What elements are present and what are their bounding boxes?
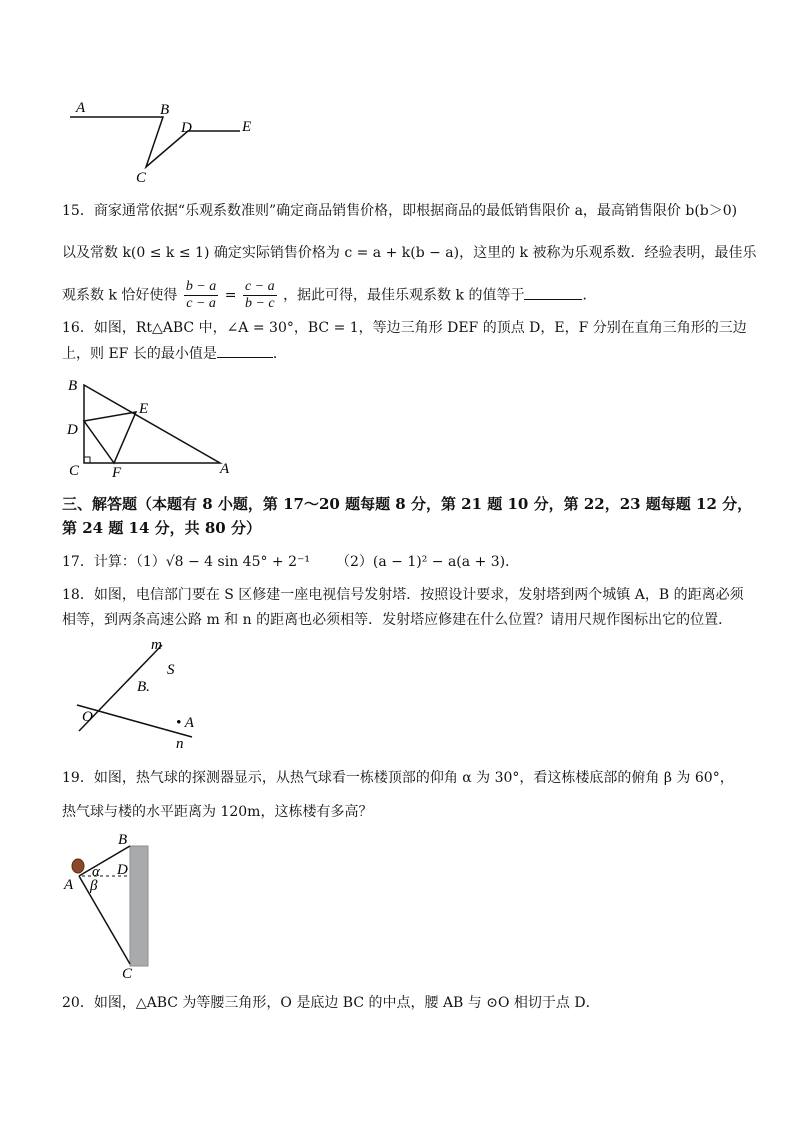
label-A: A (220, 461, 230, 477)
label-C: C (136, 170, 147, 186)
label-E: E (242, 119, 252, 135)
figure-q16 (62, 373, 242, 483)
figure-q19 (62, 828, 172, 980)
label-O: O (82, 709, 93, 725)
figure-q18 (62, 635, 212, 755)
figure-q14 (60, 95, 280, 190)
q16-line2-pre: 上，则 EF 长的最小值是 (62, 346, 217, 362)
label-D: D (67, 422, 78, 438)
q15-line3 (62, 279, 596, 312)
line-n (77, 705, 192, 737)
balloon-icon (72, 859, 84, 873)
label-B: B (68, 378, 78, 394)
q18-line1: 18．如图，电信部门要在 S 区修建一座电视信号发射塔．按照设计要求，发射塔到两个城镇 A，B 的距离必须 (62, 587, 744, 603)
q17-part2: （2）(a − 1)² − a(a + 3)． (336, 554, 520, 570)
triangle-DEF (84, 412, 136, 463)
q15-line2: 以及常数 k(0 ≤ k ≤ 1) 确定实际销售价格为 c = a + k(b − a)，这里的 k 被称为乐观系数．经验表明，最佳乐 (62, 245, 757, 261)
q15-fraction-1 (184, 279, 218, 312)
building (130, 846, 148, 966)
triangle-ABC (84, 385, 220, 463)
label-D: D (117, 862, 128, 878)
q20-line1: 20．如图，△ABC 为等腰三角形，O 是底边 BC 的中点，腰 AB 与 ⊙O 相切于点 D． (62, 995, 600, 1011)
right-angle-mark (84, 457, 90, 463)
section-3-heading-line2: 第 24 题 14 分，共 80 分） (62, 519, 261, 537)
label-B: B (118, 832, 128, 848)
label-C: C (122, 966, 133, 980)
label-A: A (76, 100, 86, 116)
label-E: E (139, 401, 149, 417)
q16-line2-end: ． (272, 346, 287, 362)
label-beta: β (90, 878, 98, 894)
q15-line3-post: ，据此可得，最佳乐观系数 k 的值等于 (283, 287, 525, 304)
label-B: B. (137, 679, 150, 695)
section-3-heading-line1: 三、解答题（本题有 8 小题，第 17～20 题每题 8 分，第 21 题 10 分，第 22，23 题每题 12 分， (62, 495, 753, 513)
frac2-numerator: c − a (244, 279, 275, 294)
label-A: • A (176, 715, 194, 731)
label-B: B (160, 102, 170, 118)
q15-line3-end: ． (582, 287, 597, 304)
frac2-denominator: b − c (244, 296, 275, 311)
frac1-numerator: b − a (185, 279, 217, 294)
label-C: C (69, 463, 80, 479)
label-A: A (64, 877, 74, 893)
q16-answer-blank (217, 343, 273, 358)
q19-line1: 19．如图，热气球的探测器显示，从热气球看一栋楼顶部的仰角 α 为 30°，看这栋楼底部的俯角 β 为 60°， (62, 770, 734, 786)
label-D: D (181, 120, 192, 136)
label-alpha: α (92, 864, 100, 880)
label-m: m (151, 637, 162, 653)
q18-line2: 相等，到两条高速公路 m 和 n 的距离也必须相等．发射塔应修建在什么位置？请用尺规作图标出它的位置． (62, 612, 733, 628)
line-AC (79, 876, 130, 964)
q16-line2 (62, 343, 287, 364)
label-S: S (167, 662, 175, 678)
q19-line2: 热气球与楼的水平距离为 120m，这栋楼有多高？ (62, 804, 373, 820)
frac1-denominator: c − a (186, 296, 216, 311)
figure-q14-lines (70, 117, 240, 167)
q15-answer-blank (524, 285, 582, 300)
q17-part1: 17．计算：（1）√8 − 4 sin 45° + 2⁻¹ (62, 554, 311, 570)
q16-line1: 16．如图，Rt△ABC 中，∠A = 30°，BC = 1，等边三角形 DEF 的顶点 D，E，F 分别在直角三角形的三边 (62, 320, 747, 336)
q15-fraction-2 (243, 279, 277, 312)
q15-equals: = (224, 287, 237, 304)
label-n: n (176, 736, 184, 752)
q15-line3-pre: 观系数 k 恰好使得 (62, 287, 178, 304)
label-F: F (112, 465, 122, 481)
q15-line1: 15．商家通常依据“乐观系数准则”确定商品销售价格，即根据商品的最低销售限价 a，最高销售限价 b(b＞0) (62, 203, 738, 219)
